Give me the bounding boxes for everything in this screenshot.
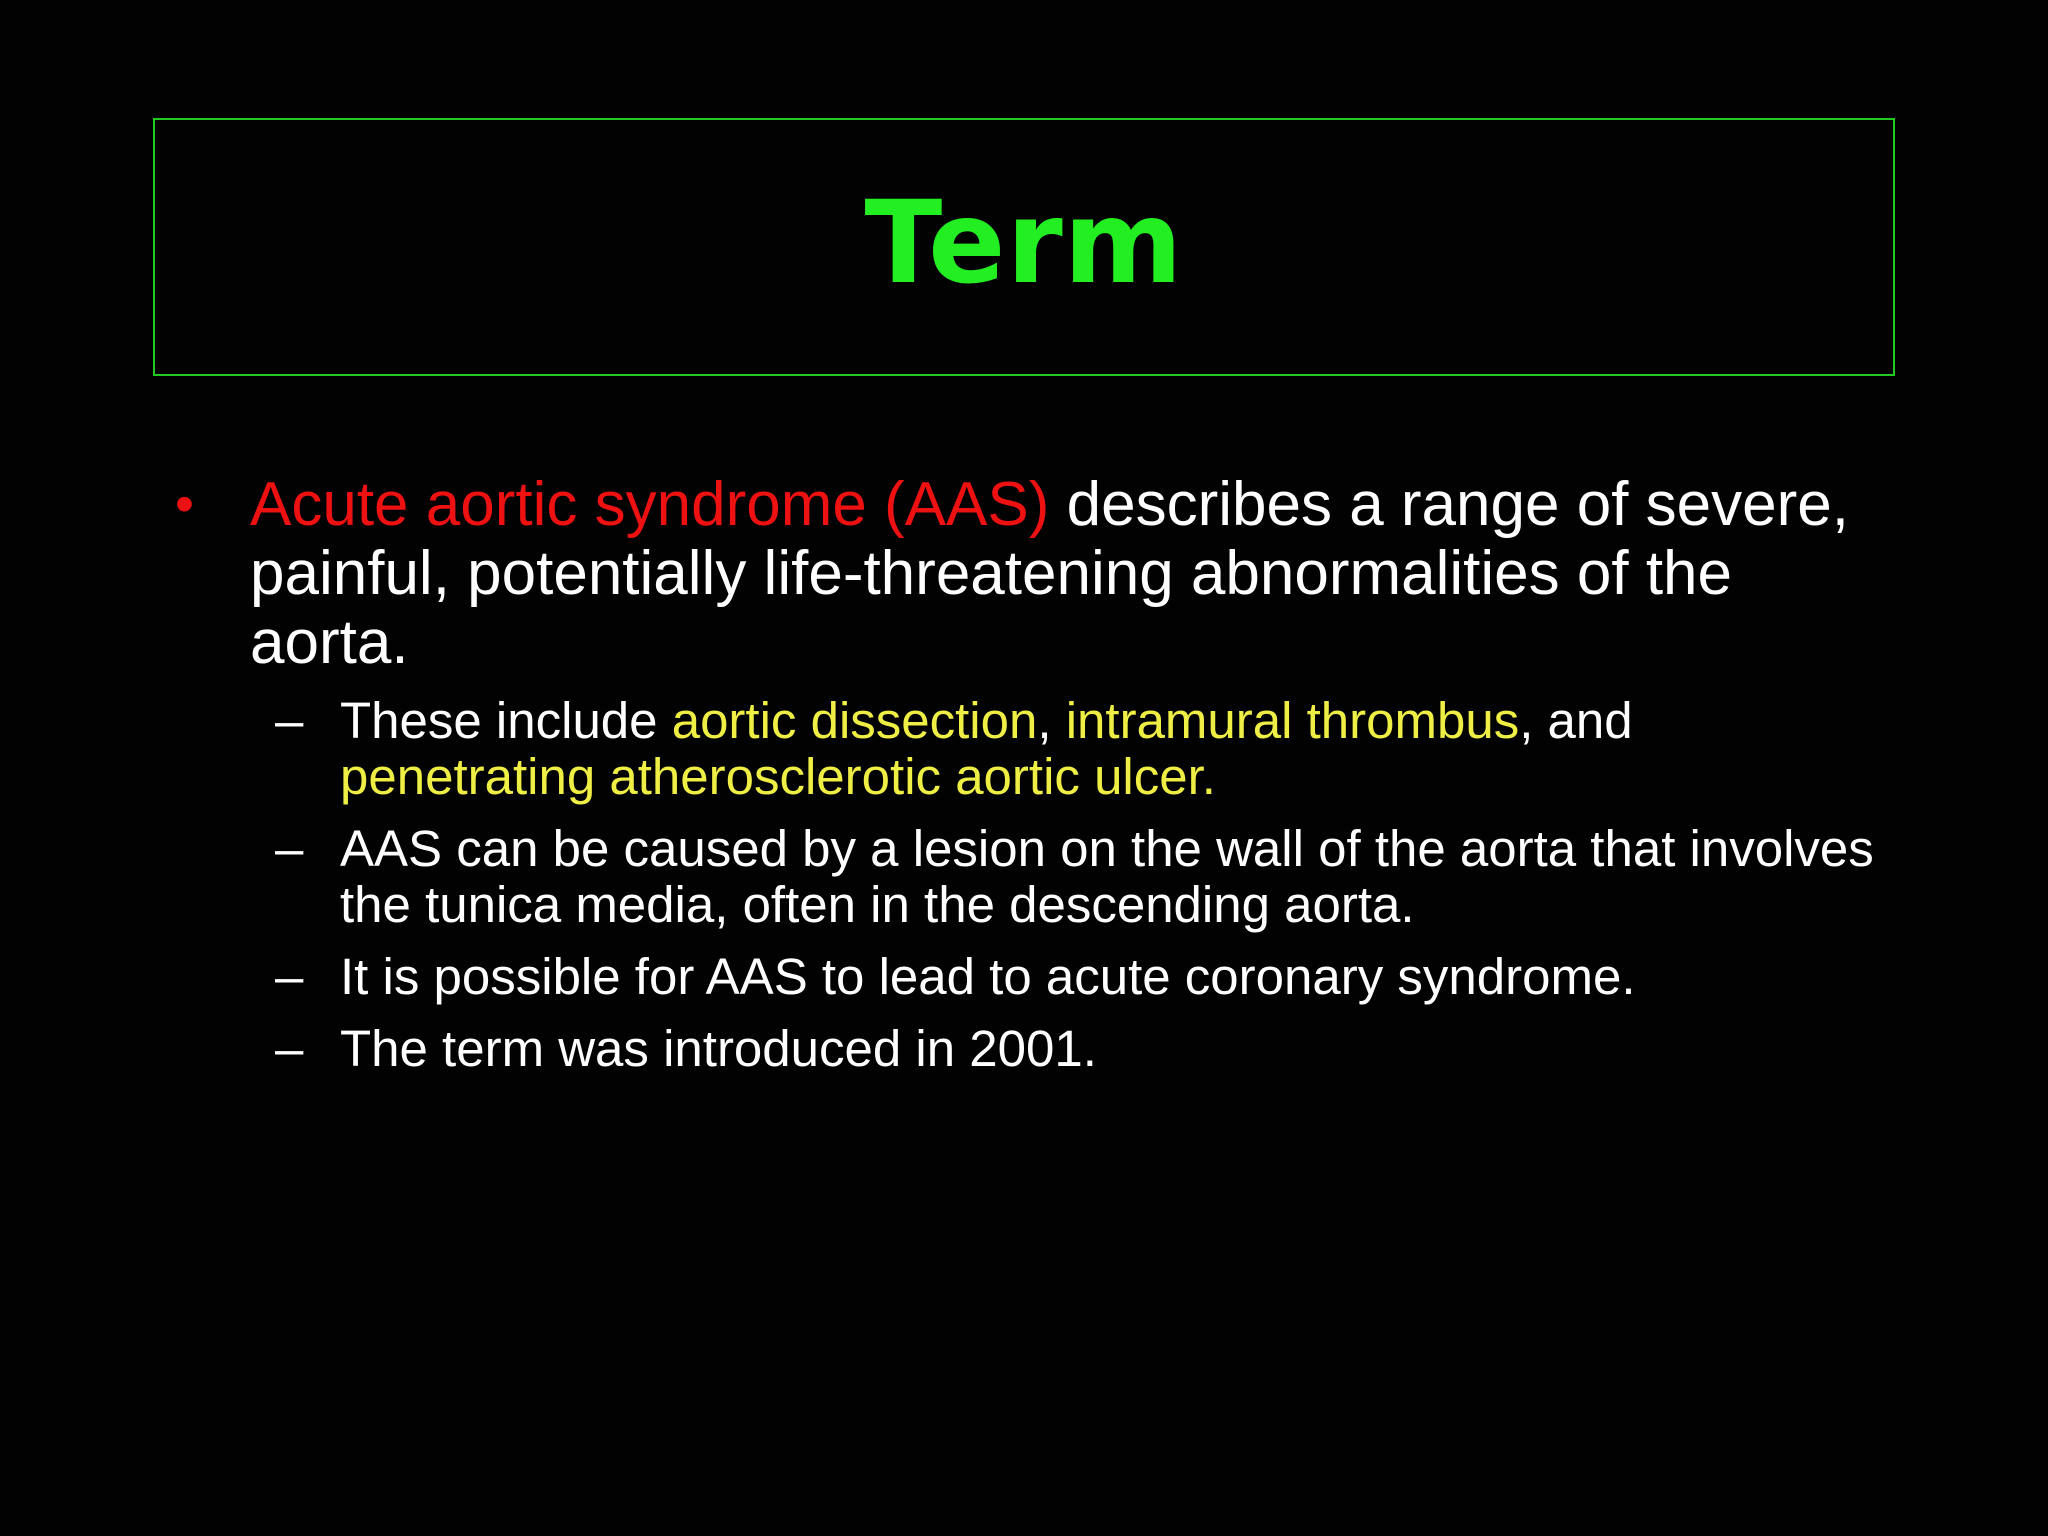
bullet-text: describes a range of severe, painful, potentially life-threatening abnormalities of the aorta. bbox=[250, 470, 1849, 677]
sub-item-text: These include bbox=[340, 692, 672, 749]
highlight-aortic-dissection: aortic dissection bbox=[671, 692, 1038, 749]
sub-item bbox=[275, 693, 1895, 805]
separator: , and bbox=[1519, 692, 1633, 749]
sub-item-text: AAS can be caused by a lesion on the wall of the aorta that involves the tunica media, often in the descending aorta. bbox=[340, 820, 1874, 933]
sub-item-text: The term was introduced in 2001. bbox=[340, 1020, 1097, 1077]
highlight-penetrating-ulcer: penetrating atherosclerotic aortic ulcer. bbox=[340, 748, 1216, 805]
sub-item bbox=[275, 821, 1895, 933]
separator: , bbox=[1037, 692, 1066, 749]
sub-item bbox=[275, 1021, 1895, 1077]
bullet-item bbox=[175, 470, 1895, 677]
dash-marker: – bbox=[275, 692, 304, 749]
sub-item-text: It is possible for AAS to lead to acute coronary syndrome. bbox=[340, 948, 1636, 1005]
dash-marker: – bbox=[275, 948, 304, 1005]
dash-marker: – bbox=[275, 820, 304, 877]
bullet-term: Acute aortic syndrome (AAS) bbox=[250, 470, 1050, 539]
dash-marker: – bbox=[275, 1020, 304, 1077]
sub-list bbox=[175, 693, 1895, 1077]
bullet-marker: • bbox=[175, 474, 194, 534]
slide-content bbox=[175, 470, 1895, 1093]
slide-title: Term bbox=[864, 176, 1184, 309]
sub-item bbox=[275, 949, 1895, 1005]
highlight-intramural-thrombus: intramural thrombus bbox=[1065, 692, 1520, 749]
title-box bbox=[153, 118, 1895, 376]
